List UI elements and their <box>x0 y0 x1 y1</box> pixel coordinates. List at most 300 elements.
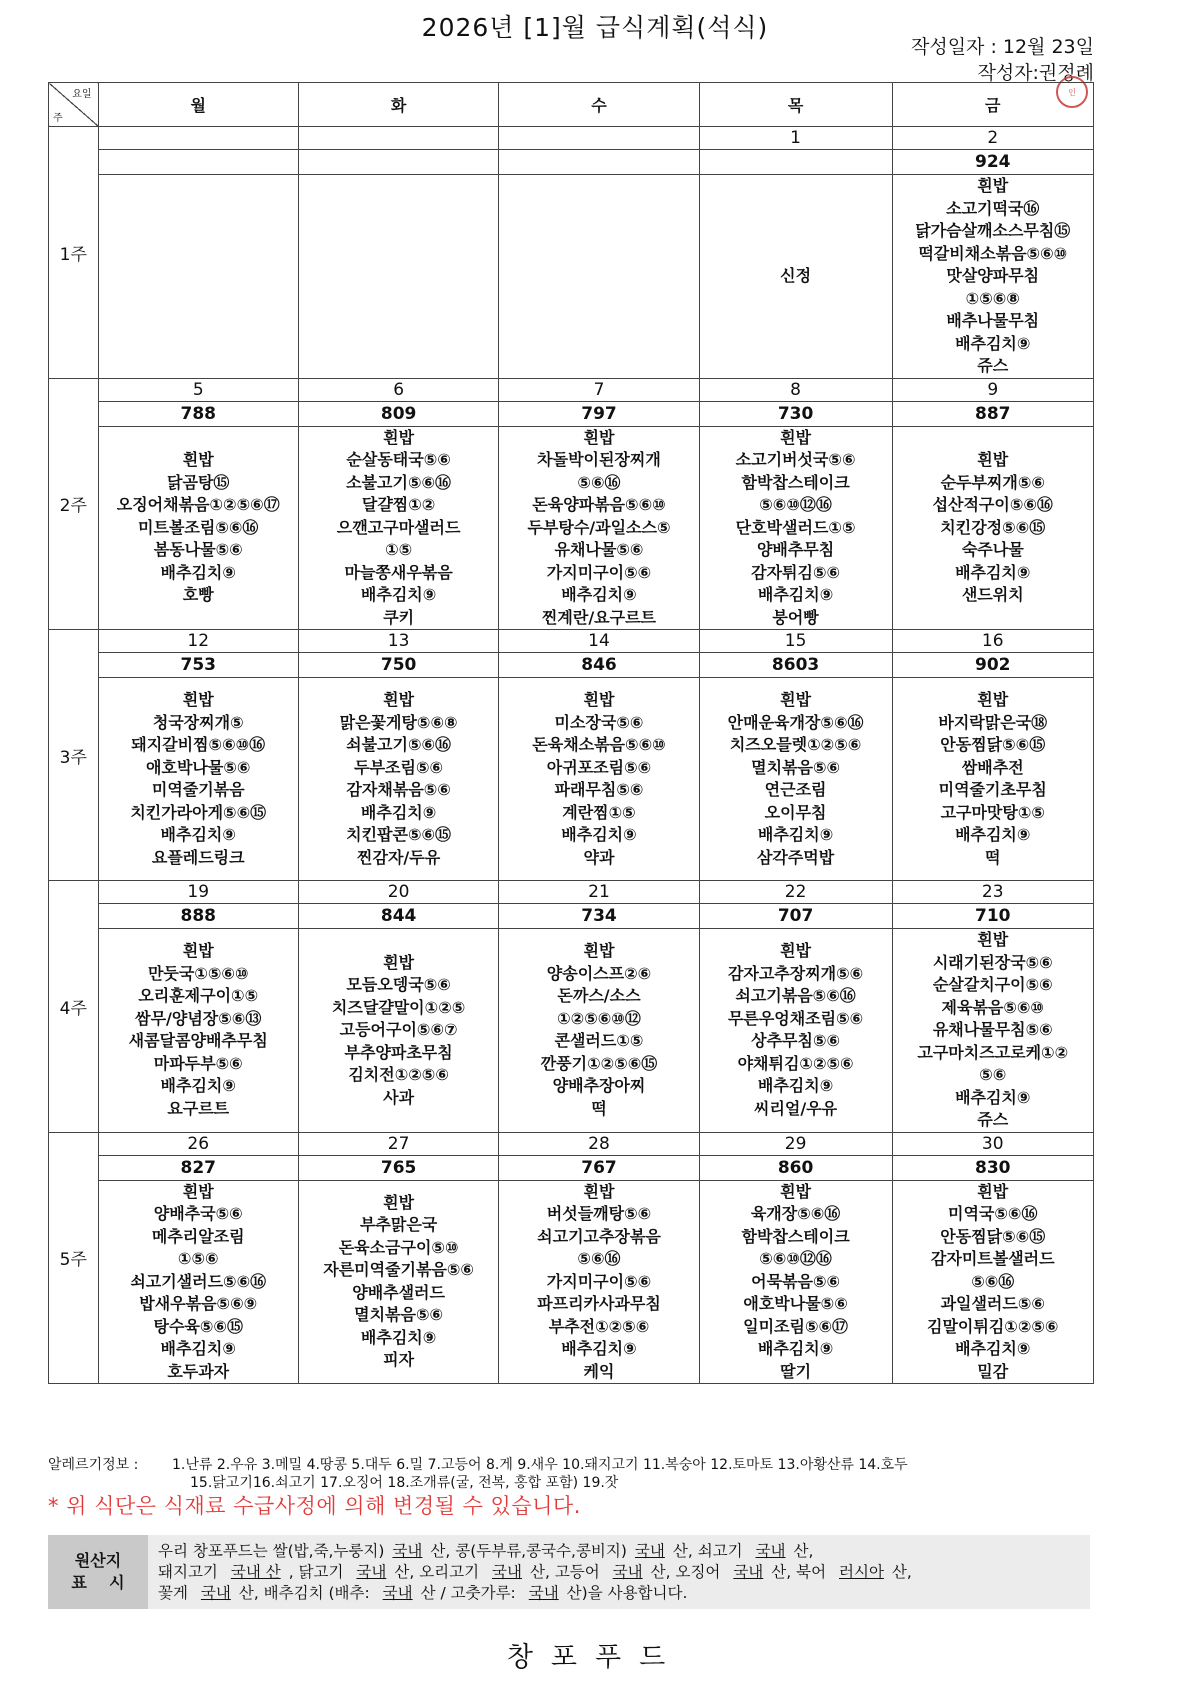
origin-text-part: 산, 고등어 <box>530 1563 600 1581</box>
dish-item: 야채튀김①②⑤⑥ <box>737 1053 854 1073</box>
dish-item: 미소장국⑤⑥ <box>554 712 644 732</box>
origin-label <box>48 1535 148 1609</box>
menu-cell-thu <box>699 426 892 630</box>
dish-item: 흰밥 <box>383 952 415 972</box>
dish-item: 미트볼조림⑤⑥⑯ <box>138 517 259 537</box>
dish-item: 양송이스프②⑥ <box>546 963 652 983</box>
menu-cell-thu <box>699 929 892 1133</box>
dish-item: 일미조림⑤⑥⑰ <box>743 1316 849 1336</box>
dish-item: 아귀포조림⑤⑥ <box>546 757 652 777</box>
dish-item: 감자채볶음⑤⑥ <box>346 780 451 799</box>
calorie-cell-fri: 830 <box>892 1155 1094 1180</box>
dish-item: 밀감 <box>977 1361 1009 1381</box>
origin-text-part: 산, 콩(두부류,콩국수,콩비지) <box>430 1542 627 1560</box>
dish-item: 치즈달걀말이①②⑤ <box>331 997 466 1017</box>
dish-item: 미역줄기볶음 <box>151 780 245 799</box>
calorie-cell-thu: 730 <box>699 401 892 426</box>
dish-item: 안매운육개장⑤⑥⑯ <box>727 712 864 732</box>
calorie-row <box>49 653 1094 678</box>
origin-text-part: 산, 오리고기 <box>394 1563 480 1581</box>
date-cell-thu: 22 <box>699 881 892 904</box>
dish-item: 모듬오뎅국⑤⑥ <box>346 975 451 994</box>
dish-item: 애호박나물⑤⑥ <box>743 1294 848 1313</box>
dish-item: 유채나물⑤⑥ <box>554 540 644 559</box>
dish-item: 쇠불고기⑤⑥⑯ <box>346 735 452 754</box>
date-cell-fri: 16 <box>892 630 1094 653</box>
date-cell-wed <box>499 127 699 150</box>
calorie-cell-tue <box>298 150 498 175</box>
origin-text-part: 꽃게 <box>158 1584 188 1602</box>
dish-item: 돈육채소볶음⑤⑥⑩ <box>532 735 666 754</box>
calorie-cell-tue: 844 <box>298 904 498 929</box>
dish-item: 과일샐러드⑤⑥ <box>940 1294 1045 1313</box>
origin-value: 국내 <box>634 1542 665 1560</box>
dish-item: ①⑤⑥⑧ <box>965 288 1020 308</box>
dish-item: 흰밥 <box>383 1192 415 1212</box>
dish-item: 으깬고구마샐러드 <box>336 517 461 537</box>
dish-item: ⑤⑥ <box>979 1065 1007 1084</box>
menu-cell-fri <box>892 678 1094 881</box>
date-cell-tue: 20 <box>298 881 498 904</box>
dish-item: 연근조림 <box>764 780 827 799</box>
dish-item: 요플레드링크 <box>151 847 245 867</box>
week-label: 3주 <box>49 630 99 881</box>
dish-item: 배추김치⑨ <box>360 585 437 604</box>
dish-item: 봄동나물⑤⑥ <box>153 540 243 559</box>
menu-cell-fri <box>892 426 1094 630</box>
dish-item: 케익 <box>583 1361 615 1381</box>
date-cell-mon: 12 <box>98 630 298 653</box>
date-row <box>49 881 1094 904</box>
calorie-cell-thu: 860 <box>699 1155 892 1180</box>
week-label: 4주 <box>49 881 99 1133</box>
origin-value: 국내 <box>200 1584 231 1602</box>
origin-value: 국내 산 <box>230 1563 281 1581</box>
dish-item: 김말이튀김①②⑤⑥ <box>927 1316 1059 1336</box>
menu-cell-mon <box>98 678 298 881</box>
dish-item: 배추김치⑨ <box>955 333 1031 353</box>
date-cell-tue: 6 <box>298 378 498 401</box>
day-header-wed: 수 <box>499 83 699 127</box>
dish-item: 배추김치⑨ <box>757 585 834 604</box>
dish-item: 미역국⑤⑥⑯ <box>948 1204 1038 1223</box>
dish-item: 흰밥 <box>977 930 1009 949</box>
day-header-row <box>49 83 1094 127</box>
menu-cell-thu <box>699 678 892 881</box>
allergy-line-1: 1.난류 2.우유 3.메밀 4.땅콩 5.대두 6.밀 7.고등어 8.게 9.새우 10.돼지고기 11.복숭아 12.토마토 13.아황산류 14.호두 <box>172 1457 908 1473</box>
dish-item: 오징어채볶음①②⑤⑥⑰ <box>116 495 280 514</box>
date-cell-mon: 5 <box>98 378 298 401</box>
day-header-fri: 금 <box>892 83 1094 127</box>
dish-item: 닭가슴살깨소스무침⑮ <box>915 221 1071 240</box>
dish-item: 오리훈제구이①⑤ <box>138 986 259 1006</box>
origin-text-part: 산)을 사용합니다. <box>566 1584 688 1602</box>
calorie-cell-mon: 753 <box>98 653 298 678</box>
dish-item: 붕어빵 <box>772 607 819 627</box>
dish-item: 치킨가라아게⑤⑥⑮ <box>130 802 267 822</box>
dish-item: 섭산적구이⑤⑥⑯ <box>932 495 1053 514</box>
dish-item: 배추김치⑨ <box>955 562 1031 582</box>
calorie-cell-fri: 902 <box>892 653 1094 678</box>
dish-item: 애호박나물⑤⑥ <box>146 757 251 777</box>
dish-item: 깐풍기①②⑤⑥⑮ <box>540 1053 658 1073</box>
table-corner-cell <box>49 83 99 127</box>
dish-item: 김치전①②⑤⑥ <box>348 1065 449 1084</box>
date-cell-mon: 26 <box>98 1132 298 1155</box>
origin-value: 국내 <box>382 1584 413 1602</box>
menu-row <box>49 426 1094 630</box>
menu-cell-wed <box>499 929 699 1133</box>
origin-value: 국내 <box>733 1563 764 1581</box>
dish-item: 배추김치⑨ <box>561 585 637 604</box>
dish-item: 호두과자 <box>167 1361 230 1381</box>
dish-item: 치즈오믈렛①②⑤⑥ <box>729 735 862 754</box>
calorie-cell-mon: 788 <box>98 401 298 426</box>
origin-text-part: 우리 창포푸드는 쌀(밥,죽,누룽지) <box>158 1542 385 1560</box>
dish-item: 배추김치⑨ <box>757 1339 834 1358</box>
dish-item: 메추리알조림 <box>151 1226 245 1246</box>
dish-item: 안동찜닭⑤⑥⑮ <box>940 735 1046 754</box>
date-row <box>49 1132 1094 1155</box>
calorie-row <box>49 150 1094 175</box>
menu-cell-wed <box>499 678 699 881</box>
dish-item: 쿠키 <box>383 607 415 627</box>
day-header-tue: 화 <box>298 83 498 127</box>
change-notice: * 위 식단은 식재료 수급사정에 의해 변경될 수 있습니다. <box>48 1494 581 1518</box>
date-row <box>49 630 1094 653</box>
dish-item: 멸치볶음⑤⑥ <box>354 1305 444 1325</box>
dish-item: 상추무침⑤⑥ <box>751 1031 841 1051</box>
calorie-row <box>49 904 1094 929</box>
allergy-label: 알레르기정보 : <box>48 1457 139 1473</box>
dish-item: 흰밥 <box>780 1181 812 1201</box>
date-cell-thu: 1 <box>699 127 892 150</box>
dish-item: 요구르트 <box>167 1098 230 1118</box>
dish-item: 미역줄기초무침 <box>938 780 1047 799</box>
dish-item: 떡 <box>985 847 1001 867</box>
calorie-cell-wed: 846 <box>499 653 699 678</box>
date-cell-mon <box>98 127 298 150</box>
dish-item: 흰밥 <box>780 427 812 447</box>
date-row <box>49 127 1094 150</box>
dish-item: 피자 <box>383 1350 415 1370</box>
dish-item: 고등어구이⑤⑥⑦ <box>339 1020 458 1039</box>
menu-cell-tue <box>298 1180 498 1384</box>
day-header-thu: 목 <box>699 83 892 127</box>
dish-item: 흰밥 <box>977 450 1009 469</box>
date-cell-wed: 7 <box>499 378 699 401</box>
dish-item: 돈까스/소스 <box>557 986 641 1006</box>
dish-item: 쇠고기고추장볶음 <box>537 1226 661 1246</box>
origin-text-part: 산, <box>793 1542 814 1560</box>
dish-item: 돼지갈비찜⑤⑥⑩⑯ <box>131 735 266 754</box>
week-label: 5주 <box>49 1132 99 1384</box>
dish-item: 감자미트볼샐러드 <box>930 1249 1055 1268</box>
dish-item: 감자고추장찌개⑤⑥ <box>727 963 864 983</box>
dish-item: 배추김치⑨ <box>757 825 834 844</box>
calorie-cell-mon: 888 <box>98 904 298 929</box>
dish-item: 쇠고기볶음⑤⑥⑯ <box>735 986 856 1006</box>
dish-item: 새콤달콤양배추무침 <box>128 1031 268 1051</box>
dish-item: 흰밥 <box>383 690 415 709</box>
origin-text-part: 산, 북어 <box>771 1563 827 1581</box>
menu-cell-mon <box>98 175 298 379</box>
dish-item: 배추김치⑨ <box>360 1327 437 1347</box>
menu-cell-tue <box>298 678 498 881</box>
day-header-mon: 월 <box>98 83 298 127</box>
date-cell-fri: 2 <box>892 127 1094 150</box>
dish-item: 배추김치⑨ <box>160 562 236 582</box>
dish-item: 만둣국①⑤⑥⑩ <box>147 963 249 983</box>
dish-item: ①⑤ <box>385 540 413 559</box>
dish-item: 소불고기⑤⑥⑯ <box>346 472 452 492</box>
dish-item: 가지미구이⑤⑥ <box>546 562 652 582</box>
dish-item: 오이무침 <box>764 802 827 822</box>
dish-item: 파프리카사과무침 <box>537 1294 661 1313</box>
dish-item: 바지락맑은국⑱ <box>938 712 1048 732</box>
dish-item: 신정 <box>780 266 812 285</box>
dish-item: ①②⑤⑥⑩⑫ <box>557 1008 641 1028</box>
dish-item: 양배추무침 <box>756 540 835 559</box>
dish-item: 씨리얼/우유 <box>754 1098 838 1118</box>
origin-value: 국내 <box>392 1542 423 1560</box>
dish-item: 쇠고기샐러드⑤⑥⑯ <box>130 1271 267 1291</box>
dish-item: 밥새우볶음⑤⑥⑨ <box>139 1294 258 1313</box>
dish-item: 소고기떡국⑯ <box>946 198 1040 218</box>
origin-label-line-2: 표 시 <box>71 1573 125 1592</box>
date-cell-wed: 14 <box>499 630 699 653</box>
date-cell-thu: 15 <box>699 630 892 653</box>
calorie-cell-wed: 767 <box>499 1155 699 1180</box>
dish-item: 배추나물무침 <box>946 311 1040 330</box>
dish-item: 맛살양파무침 <box>946 266 1040 285</box>
dish-item: 순살갈치구이⑤⑥ <box>932 975 1053 994</box>
dish-item: 무른우엉채조림⑤⑥ <box>727 1008 864 1028</box>
menu-cell-wed <box>499 175 699 379</box>
dish-item: 흰밥 <box>977 1181 1009 1201</box>
calorie-cell-fri: 924 <box>892 150 1094 175</box>
dish-item: 흰밥 <box>583 690 615 709</box>
dish-item: 부추맑은국 <box>359 1215 438 1235</box>
date-cell-tue: 13 <box>298 630 498 653</box>
dish-item: 시래기된장국⑤⑥ <box>932 952 1053 972</box>
dish-item: 쥬스 <box>977 1110 1009 1129</box>
calorie-cell-mon <box>98 150 298 175</box>
dish-item: 가지미구이⑤⑥ <box>546 1271 652 1291</box>
menu-row <box>49 929 1094 1133</box>
dish-item: 함박찹스테이크 <box>741 472 850 492</box>
origin-value: 국내 <box>528 1584 559 1602</box>
dish-item: 부추양파초무침 <box>344 1042 453 1062</box>
dish-item: 배추김치⑨ <box>160 1339 236 1358</box>
dish-item: 함박찹스테이크 <box>741 1226 850 1246</box>
allergy-line-2: 15.닭고기16.쇠고기 17.오징어 18.조개류(굴, 전복, 홍합 포함) 19.잣 <box>190 1475 619 1491</box>
dish-item: 순두부찌개⑤⑥ <box>940 472 1045 492</box>
dish-item: 고구마맛탕①⑤ <box>940 802 1045 822</box>
dish-item: 어묵볶음⑤⑥ <box>751 1271 841 1291</box>
dish-item: 흰밥 <box>780 941 812 961</box>
dish-item: 흰밥 <box>583 1181 615 1201</box>
menu-cell-thu <box>699 1180 892 1384</box>
origin-text <box>148 1535 1090 1609</box>
calorie-cell-wed: 797 <box>499 401 699 426</box>
dish-item: 흰밥 <box>977 176 1009 195</box>
dish-item: 차돌박이된장찌개 <box>537 450 661 469</box>
dish-item: 배추김치⑨ <box>360 802 437 822</box>
meal-plan-table <box>48 82 1094 1384</box>
dish-item: 양배추샐러드 <box>352 1282 445 1302</box>
calorie-cell-thu: 707 <box>699 904 892 929</box>
menu-cell-tue <box>298 175 498 379</box>
dish-item: 마파두부⑤⑥ <box>153 1053 243 1073</box>
origin-label-line-1: 원산지 <box>74 1551 122 1570</box>
dish-item: 두부탕수/과일소스⑤ <box>527 517 671 537</box>
dish-item: 사과 <box>383 1087 415 1107</box>
dish-item: 흰밥 <box>182 1181 214 1201</box>
dish-item: 흰밥 <box>583 941 615 961</box>
dish-item: 맑은꽃게탕⑤⑥⑧ <box>339 712 458 732</box>
dish-item: 자른미역줄기볶음⑤⑥ <box>323 1260 474 1280</box>
dish-item: 흰밥 <box>383 427 415 447</box>
dish-item: 배추김치⑨ <box>955 1087 1031 1107</box>
menu-cell-fri <box>892 1180 1094 1384</box>
calorie-cell-tue: 750 <box>298 653 498 678</box>
origin-text-part: 산, <box>891 1563 912 1581</box>
menu-row <box>49 1180 1094 1384</box>
dish-item: 고구마치즈고로케①② <box>917 1042 1069 1062</box>
dish-item: 쥬스 <box>977 356 1009 375</box>
menu-cell-tue <box>298 929 498 1133</box>
date-row <box>49 378 1094 401</box>
date-cell-mon: 19 <box>98 881 298 904</box>
dish-item: 배추김치⑨ <box>955 1339 1031 1358</box>
dish-item: 떡 <box>591 1098 607 1118</box>
dish-item: 배추김치⑨ <box>561 1339 637 1358</box>
origin-value: 국내 <box>356 1563 387 1581</box>
written-date: 작성일자 : 12월 23일 <box>911 36 1094 58</box>
page-title: 2026년 [1]월 급식계획(석식) <box>421 13 769 42</box>
dish-item: 부추전①②⑤⑥ <box>548 1316 650 1336</box>
origin-value: 국내 <box>612 1563 643 1581</box>
dish-item: 계란찜①⑤ <box>562 802 636 822</box>
origin-value: 국내 <box>492 1563 522 1581</box>
dish-item: 흰밥 <box>780 690 812 709</box>
dish-item: 배추김치⑨ <box>160 1076 236 1096</box>
dish-item: 소고기버섯국⑤⑥ <box>735 450 856 469</box>
date-cell-tue <box>298 127 498 150</box>
dish-item: 양배추국⑤⑥ <box>153 1204 243 1223</box>
dish-item: 파래무침⑤⑥ <box>554 780 644 799</box>
dish-item: 샌드위치 <box>961 585 1024 604</box>
dish-item: 배추김치⑨ <box>757 1076 834 1096</box>
dish-item: 숙주나물 <box>961 540 1024 559</box>
menu-cell-mon <box>98 426 298 630</box>
dish-item: 떡갈비채소볶음⑤⑥⑩ <box>918 243 1068 263</box>
meal-plan-body <box>49 127 1094 1384</box>
calorie-cell-fri: 710 <box>892 904 1094 929</box>
menu-cell-wed <box>499 1180 699 1384</box>
allergy-info <box>48 1456 1108 1492</box>
dish-item: 달걀찜①② <box>361 495 436 514</box>
dish-item: 찐감자/두유 <box>357 847 441 867</box>
dish-item: 흰밥 <box>182 450 214 469</box>
date-cell-wed: 28 <box>499 1132 699 1155</box>
calorie-cell-thu: 8603 <box>699 653 892 678</box>
origin-box <box>48 1535 1090 1609</box>
dish-item: ⑤⑥⑩⑫⑯ <box>759 1249 832 1268</box>
date-cell-fri: 9 <box>892 378 1094 401</box>
calorie-cell-mon: 827 <box>98 1155 298 1180</box>
dish-item: 단호박샐러드①⑤ <box>735 517 856 537</box>
dish-item: 유채나물무침⑤⑥ <box>932 1020 1053 1039</box>
dish-item: 배추김치⑨ <box>160 825 236 844</box>
dish-item: 순살동태국⑤⑥ <box>346 450 451 469</box>
origin-value: 러시아 <box>839 1563 884 1581</box>
dish-item: 제육볶음⑤⑥⑩ <box>941 997 1044 1017</box>
week-label: 2주 <box>49 378 99 630</box>
dish-item: ①⑤⑥ <box>177 1249 219 1268</box>
origin-text-part: 돼지고기 <box>158 1563 218 1581</box>
date-cell-wed: 21 <box>499 881 699 904</box>
dish-item: 탕수육⑤⑥⑮ <box>153 1316 243 1336</box>
dish-item: 두부조림⑤⑥ <box>354 757 444 777</box>
company-name: 창포푸드 <box>506 1642 684 1673</box>
menu-row <box>49 175 1094 379</box>
menu-cell-wed <box>499 426 699 630</box>
menu-cell-fri <box>892 929 1094 1133</box>
seal-stamp-icon: 인 <box>1056 76 1088 108</box>
dish-item: 흰밥 <box>182 941 214 961</box>
dish-item: 감자튀김⑤⑥ <box>751 562 841 582</box>
calorie-row <box>49 401 1094 426</box>
calorie-cell-tue: 809 <box>298 401 498 426</box>
dish-item: 흰밥 <box>977 690 1009 709</box>
dish-item: ⑤⑥⑩⑫⑯ <box>759 495 832 514</box>
dish-item: 닭곰탕⑮ <box>167 472 230 492</box>
dish-item: 콘샐러드①⑤ <box>554 1031 644 1051</box>
dish-item: 돈육소금구이⑤⑩ <box>338 1237 459 1257</box>
origin-text-part: , 닭고기 <box>288 1563 344 1581</box>
dish-item: 딸기 <box>780 1361 812 1381</box>
date-cell-fri: 30 <box>892 1132 1094 1155</box>
dish-item: 버섯들깨탕⑤⑥ <box>546 1204 652 1223</box>
dish-item: ⑤⑥⑯ <box>577 1249 621 1268</box>
calorie-cell-wed: 734 <box>499 904 699 929</box>
date-cell-fri: 23 <box>892 881 1094 904</box>
menu-cell-tue <box>298 426 498 630</box>
corner-day-label: 요일 <box>72 89 92 100</box>
dish-item: 육개장⑤⑥⑯ <box>750 1204 841 1223</box>
origin-text-part: 산, 배추김치 (배추: <box>238 1584 370 1602</box>
dish-item: 치킨팝콘⑤⑥⑮ <box>346 825 452 844</box>
writer: 작성자:권정례 <box>977 62 1094 84</box>
dish-item: 찐계란/요구르트 <box>541 607 656 627</box>
calorie-cell-wed <box>499 150 699 175</box>
calorie-row <box>49 1155 1094 1180</box>
dish-item: 흰밥 <box>583 427 615 447</box>
calorie-cell-fri: 887 <box>892 401 1094 426</box>
dish-item: 호빵 <box>182 585 214 604</box>
dish-item: ⑤⑥⑯ <box>971 1271 1015 1291</box>
dish-item: ⑤⑥⑯ <box>577 472 621 492</box>
date-cell-thu: 29 <box>699 1132 892 1155</box>
week-label: 1주 <box>49 127 99 379</box>
dish-item: 양배추장아찌 <box>552 1076 646 1096</box>
menu-cell-mon <box>98 1180 298 1384</box>
origin-value: 국내 <box>755 1542 786 1560</box>
origin-text-part: 산, 오징어 <box>650 1563 721 1581</box>
dish-item: 치킨강정⑤⑥⑮ <box>940 517 1046 537</box>
